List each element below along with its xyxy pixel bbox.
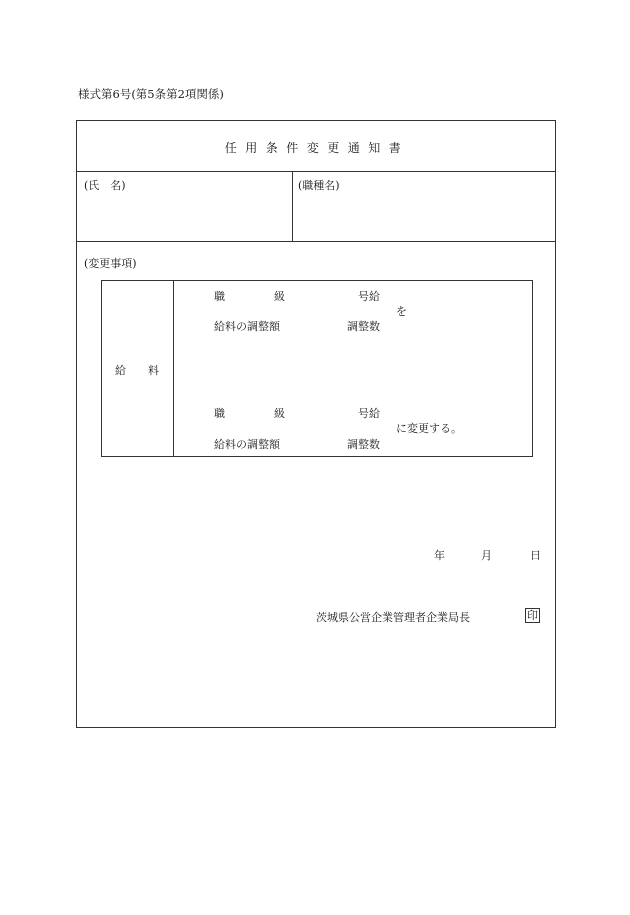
form-number: 様式第6号(第5条第2項関係) bbox=[78, 87, 224, 101]
divider-under-title bbox=[77, 171, 555, 172]
divider-name-job bbox=[292, 171, 293, 241]
name-label: (氏 名) bbox=[84, 179, 126, 192]
before-grade-label: 職 bbox=[214, 290, 225, 303]
after-adjustment-count-label: 調整数 bbox=[347, 438, 380, 451]
salary-row-header: 給 料 bbox=[115, 364, 159, 377]
seal-mark bbox=[525, 608, 540, 623]
before-adjustment-count-label: 調整数 bbox=[347, 320, 380, 333]
notice-form bbox=[76, 120, 556, 728]
job-title-label: (職種名) bbox=[298, 179, 340, 192]
after-suffix: に変更する。 bbox=[396, 422, 462, 435]
issuer-title: 茨城県公営企業管理者企業局長 bbox=[316, 611, 470, 624]
before-class-label: 級 bbox=[274, 290, 285, 303]
after-adjustment-label: 給料の調整額 bbox=[214, 438, 280, 451]
date-day-label: 日 bbox=[530, 549, 541, 562]
after-step-label: 号給 bbox=[358, 407, 380, 420]
before-suffix: を bbox=[396, 305, 407, 318]
changes-label: (変更事項) bbox=[84, 257, 137, 270]
date-month-label: 月 bbox=[481, 549, 492, 562]
form-title: 任用条件変更通知書 bbox=[224, 141, 410, 155]
before-step-label: 号給 bbox=[358, 290, 380, 303]
salary-table-divider bbox=[173, 281, 174, 456]
after-grade-label: 職 bbox=[214, 407, 225, 420]
date-year-label: 年 bbox=[434, 549, 445, 562]
seal-label: 印 bbox=[527, 609, 538, 622]
after-class-label: 級 bbox=[274, 407, 285, 420]
before-adjustment-label: 給料の調整額 bbox=[214, 320, 280, 333]
salary-table bbox=[101, 280, 533, 457]
divider-under-fields bbox=[77, 241, 555, 242]
